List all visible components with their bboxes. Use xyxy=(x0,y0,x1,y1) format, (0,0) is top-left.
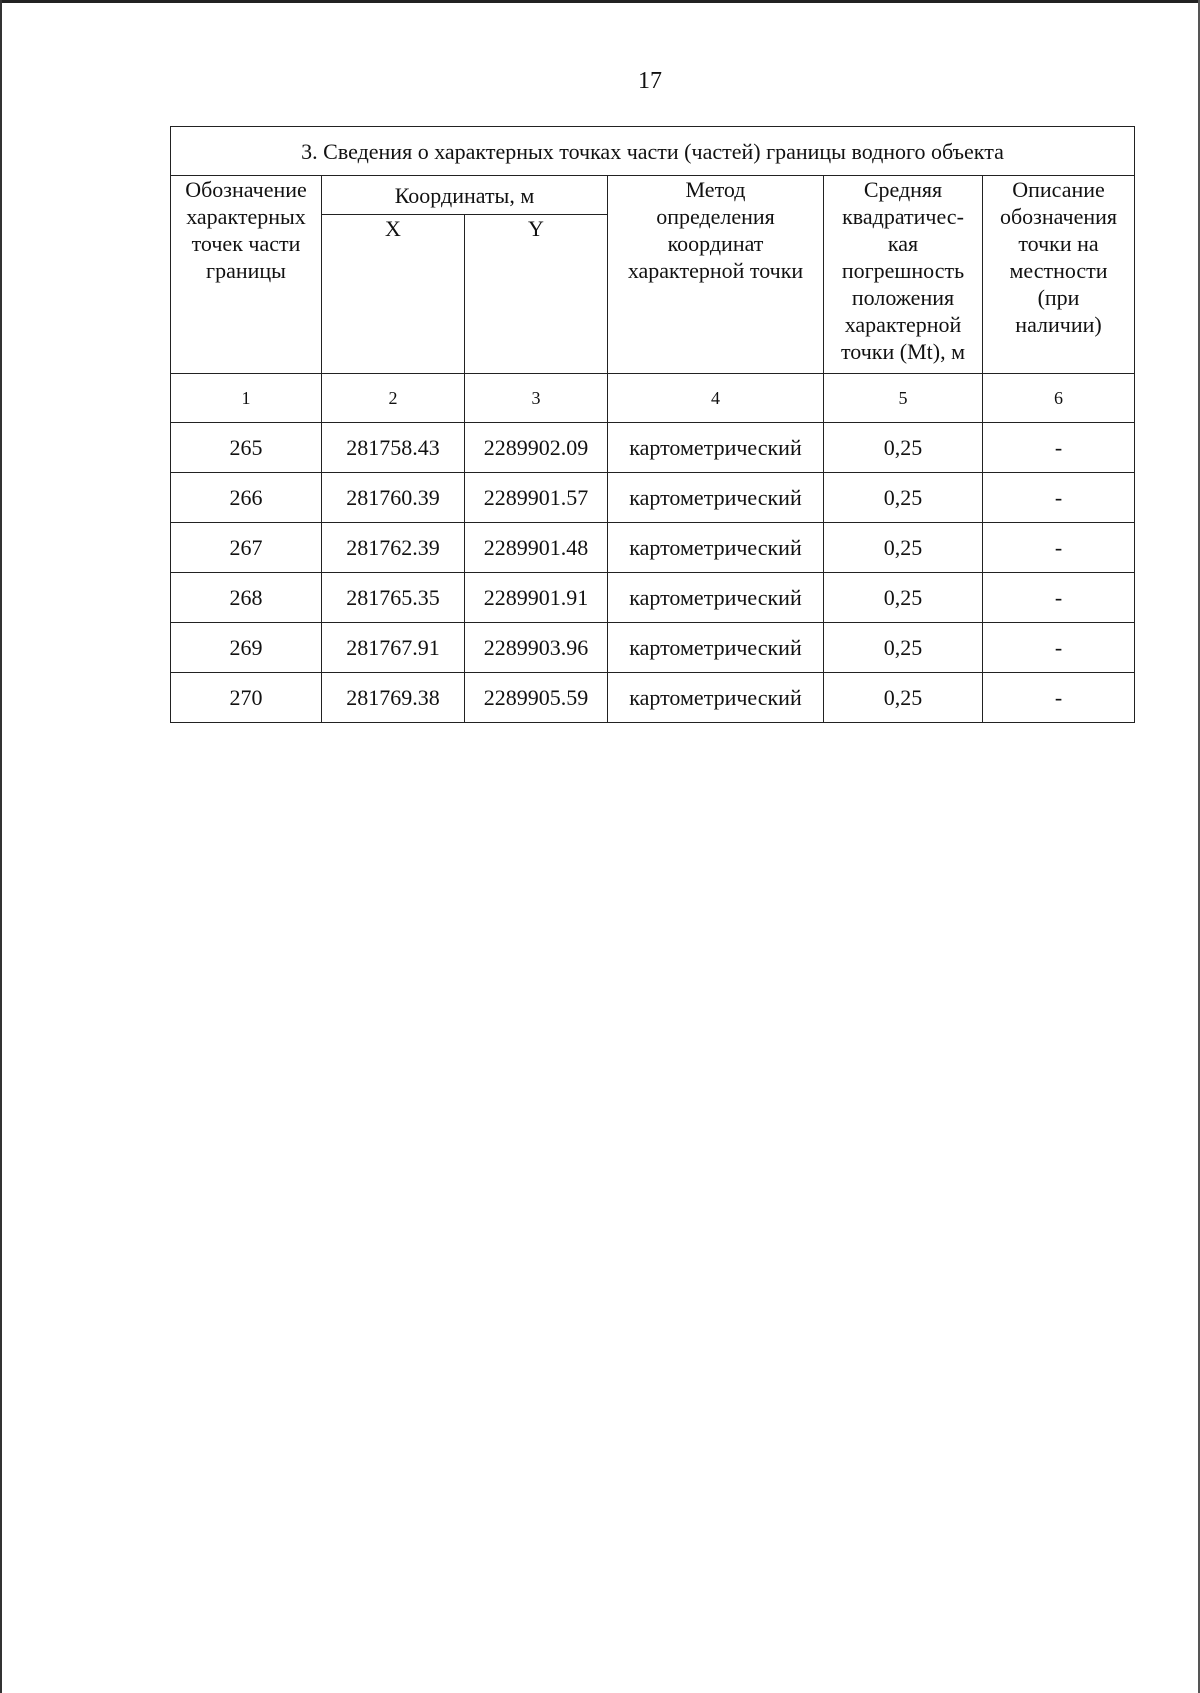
column-number: 3 xyxy=(465,374,608,423)
page-number: 17 xyxy=(638,68,662,94)
x-coordinate: 281767.91 xyxy=(322,623,465,673)
point-id: 269 xyxy=(171,623,322,673)
header-y: Y xyxy=(465,215,608,374)
scan-top-edge xyxy=(0,0,1200,3)
y-coordinate: 2289902.09 xyxy=(465,423,608,473)
boundary-points-table xyxy=(170,126,1135,723)
table-row xyxy=(171,473,1135,523)
header-description: Описание обозначения точки на местности (при наличии) xyxy=(983,176,1135,374)
y-coordinate: 2289901.91 xyxy=(465,573,608,623)
x-coordinate: 281762.39 xyxy=(322,523,465,573)
scan-left-edge xyxy=(0,0,2,1693)
y-coordinate: 2289903.96 xyxy=(465,623,608,673)
header-x: X xyxy=(322,215,465,374)
point-description: - xyxy=(983,623,1135,673)
y-coordinate: 2289901.57 xyxy=(465,473,608,523)
column-number: 5 xyxy=(824,374,983,423)
header-designation: Обозначение характерных точек части границы xyxy=(171,176,322,374)
mean-square-error: 0,25 xyxy=(824,473,983,523)
table-row xyxy=(171,673,1135,723)
point-description: - xyxy=(983,673,1135,723)
point-id: 268 xyxy=(171,573,322,623)
mean-square-error: 0,25 xyxy=(824,423,983,473)
point-id: 267 xyxy=(171,523,322,573)
table-row xyxy=(171,623,1135,673)
table-row xyxy=(171,573,1135,623)
table-row xyxy=(171,523,1135,573)
point-id: 266 xyxy=(171,473,322,523)
method: картометрический xyxy=(608,473,824,523)
method: картометрический xyxy=(608,523,824,573)
point-id: 270 xyxy=(171,673,322,723)
mean-square-error: 0,25 xyxy=(824,673,983,723)
mean-square-error: 0,25 xyxy=(824,623,983,673)
column-number: 1 xyxy=(171,374,322,423)
header-error: Средняя квадратичес- кая погрешность положения характерной точки (Mt), м xyxy=(824,176,983,374)
x-coordinate: 281765.35 xyxy=(322,573,465,623)
x-coordinate: 281769.38 xyxy=(322,673,465,723)
column-number: 6 xyxy=(983,374,1135,423)
y-coordinate: 2289901.48 xyxy=(465,523,608,573)
method: картометрический xyxy=(608,623,824,673)
header-coordinates: Координаты, м xyxy=(322,176,608,215)
table-title: 3. Сведения о характерных точках части (частей) границы водного объекта xyxy=(171,127,1135,176)
method: картометрический xyxy=(608,423,824,473)
point-description: - xyxy=(983,473,1135,523)
mean-square-error: 0,25 xyxy=(824,573,983,623)
table-row xyxy=(171,423,1135,473)
point-description: - xyxy=(983,573,1135,623)
point-id: 265 xyxy=(171,423,322,473)
method: картометрический xyxy=(608,673,824,723)
column-number: 4 xyxy=(608,374,824,423)
column-number: 2 xyxy=(322,374,465,423)
x-coordinate: 281758.43 xyxy=(322,423,465,473)
y-coordinate: 2289905.59 xyxy=(465,673,608,723)
point-description: - xyxy=(983,423,1135,473)
header-method: Метод определения координат характерной точки xyxy=(608,176,824,374)
mean-square-error: 0,25 xyxy=(824,523,983,573)
point-description: - xyxy=(983,523,1135,573)
x-coordinate: 281760.39 xyxy=(322,473,465,523)
column-number-row xyxy=(171,374,1135,423)
method: картометрический xyxy=(608,573,824,623)
